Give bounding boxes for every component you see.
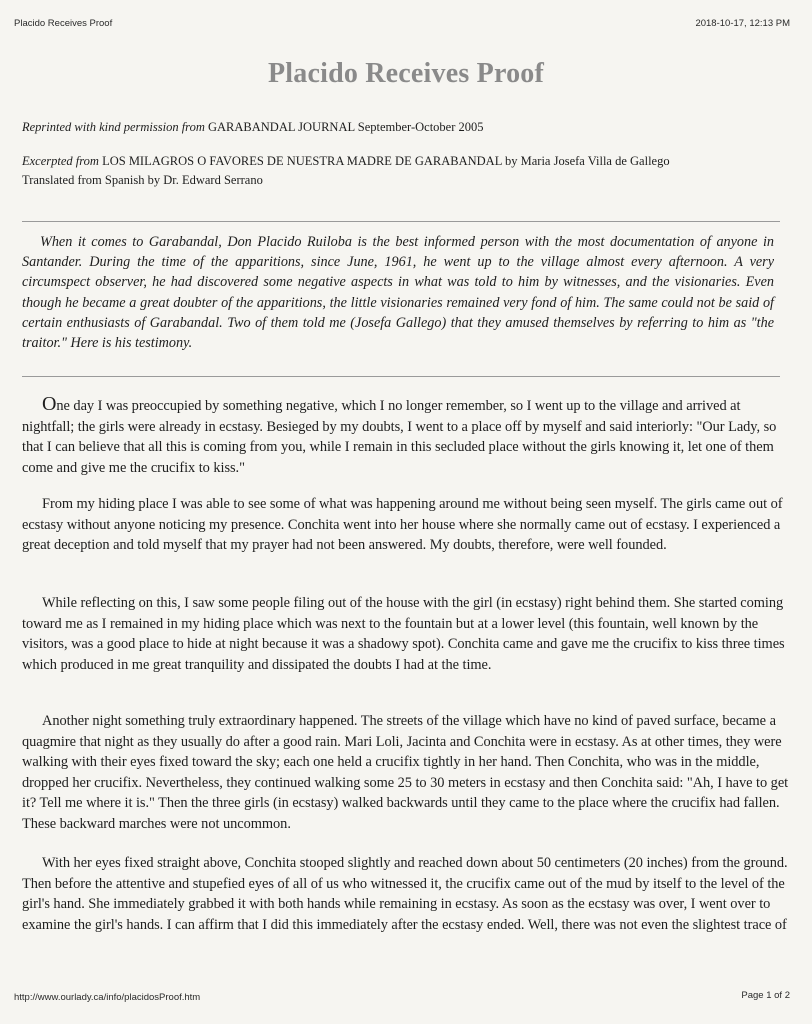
reprint-credit <box>22 118 792 137</box>
translation-credit: Translated from Spanish by Dr. Edward Serrano <box>22 173 263 187</box>
excerpt-credit-source: LOS MILAGROS O FAVORES DE NUESTRA MADRE DE GARABANDAL by Maria Josefa Villa de Gallego <box>98 154 670 168</box>
reprint-credit-source: GARABANDAL JOURNAL September-October 2005 <box>204 120 484 134</box>
body-paragraph-4: Another night something truly extraordinary happened. The streets of the village which have no kind of paved surface, became a quagmire that night as they usually do after a good rain. Mari Loli, Jacinta and Conchita were in ecstasy. As at other times, they were walking with their eyes fixed toward the sky; each one held a crucifix tightly in her hand. Then Conchita, who was in the middle, dropped her crucifix. Nevertheless, they continued walking some 25 to 30 meters in ecstasy and then Conchita said: "Ah, I have to get it? Tell me where it is." Then the three girls (in ecstasy) walked backwards until they came to the place where the crucifix had fallen. These backward marches were not uncommon. <box>22 713 789 832</box>
print-header-title: Placido Receives Proof <box>14 18 113 29</box>
divider-top <box>22 221 780 222</box>
body-paragraph-1 <box>22 393 790 478</box>
excerpt-credit <box>22 152 792 190</box>
divider-bottom <box>22 376 780 377</box>
excerpt-credit-prefix: Excerpted from <box>22 154 99 168</box>
print-header-datetime: 2018-10-17, 12:13 PM <box>695 18 790 29</box>
reprint-credit-prefix: Reprinted with kind permission from <box>22 120 205 134</box>
body-paragraph-5: With her eyes fixed straight above, Conchita stooped slightly and reached down about 50 centimeters (20 inches) from the ground. Then before the attentive and stupefied eyes of all of us who witnessed it, the crucifix came out of the mud by itself to the level of the girl's hand. She immediately grabbed it with both hands while remaining in ecstasy. As soon as the ecstasy was over, I went over to examine the girl's hands. I can affirm that I did this immediately after the ecstasy ended. Well, there was not even the slightest trace of <box>22 855 788 933</box>
footer-url: http://www.ourlady.ca/info/placidosProof.htm <box>14 992 201 1003</box>
body-paragraph-1-text: ne day I was preoccupied by something negative, which I no longer remember, so I went up to the village and arrived at nightfall; the girls were already in ecstasy. Besieged by my doubts, I went to a place off by myself and said interiorly: "Our Lady, so that I can believe that all this is coming from you, while I remain in this secluded place without the girls knowing it, let one of them come and give me the crucifix to kiss." <box>22 398 777 476</box>
intro-paragraph: When it comes to Garabandal, Don Placido Ruiloba is the best informed person with the most documentation of anyone in Santander. During the time of the apparitions, since June, 1961, he went up to the village almost every afternoon. A very circumspect observer, he had discovered some negative aspects in what was told to him by witnesses, and the visionaries. Even though he became a great doubter of the apparitions, the little visionaries remained very fond of him. The same could not be said of certain enthusiasts of Garabandal. Two of them told me (Josefa Gallego) that they amused themselves by referring to him as "the traitor." Here is his testimony. <box>22 234 774 352</box>
body-paragraph-2: From my hiding place I was able to see some of what was happening around me without being seen myself. The girls came out of ecstasy without anyone noticing my presence. Conchita went into her house where she normally came out of ecstasy. I experienced a great deception and told myself that my prayer had not been answered. My doubts, therefore, were well founded. <box>22 496 783 554</box>
footer-page-number: Page 1 of 2 <box>741 990 790 1001</box>
page-title: Placido Receives Proof <box>267 58 545 89</box>
drop-cap: O <box>42 393 57 415</box>
body-paragraph-3: While reflecting on this, I saw some people filing out of the house with the girl (in ecstasy) right behind them. She started coming toward me as I remained in my hiding place which was next to the fountain but at a lower level (this fountain, well known by the visitors, was a good place to hide at night because it was a shadowy spot). Conchita came and gave me the crucifix to kiss three times which produced in me great tranquility and dissipated the doubts I had at the time. <box>22 595 785 673</box>
